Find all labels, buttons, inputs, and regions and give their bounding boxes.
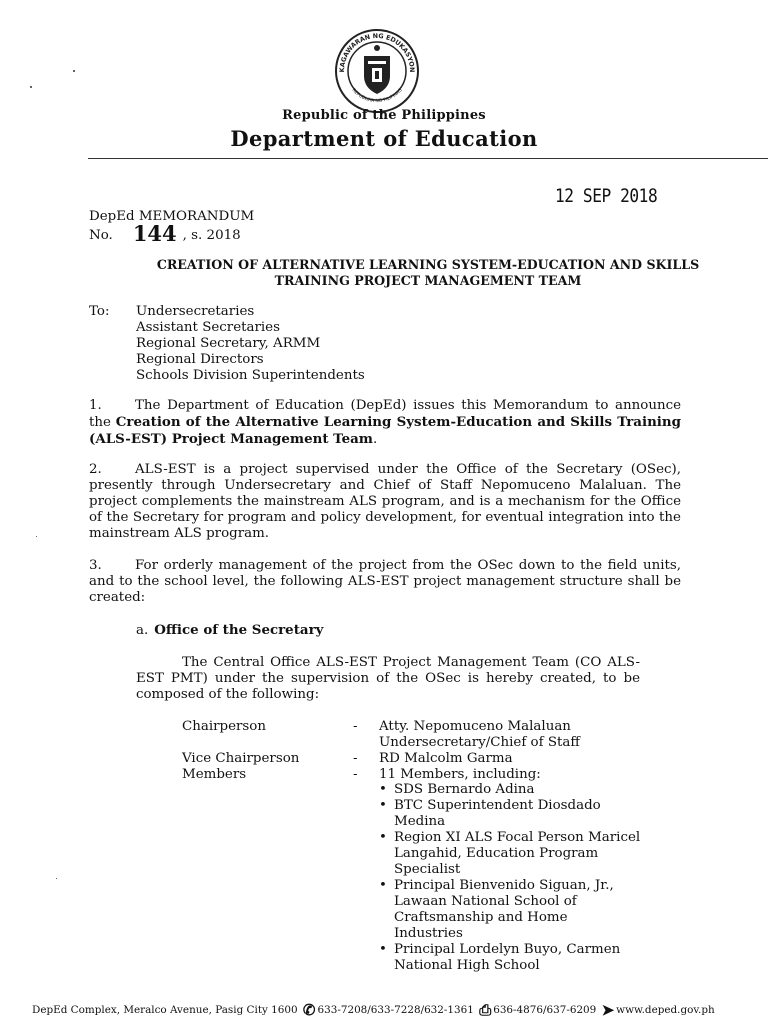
paragraph-line: The Central Office ALS-EST Project Management Team (CO ALS- bbox=[182, 655, 640, 670]
member-line: Industries bbox=[394, 926, 463, 941]
paragraph-number: 3. bbox=[89, 558, 102, 573]
member-line: Medina bbox=[394, 814, 446, 829]
recipient-list bbox=[136, 304, 365, 384]
memo-label: DepEd MEMORANDUM bbox=[89, 209, 255, 224]
paragraph-line: mainstream ALS program. bbox=[89, 526, 270, 541]
bullet-icon: • bbox=[379, 830, 387, 845]
member-line: Region XI ALS Focal Person Maricel bbox=[394, 830, 641, 845]
role-dash: - bbox=[353, 767, 358, 782]
scan-speck bbox=[73, 70, 75, 72]
department-heading: Department of Education bbox=[230, 126, 538, 151]
member-line: Langahid, Education Program bbox=[394, 846, 599, 861]
memo-number-line bbox=[89, 221, 241, 246]
memo-no-label: No. bbox=[89, 228, 113, 243]
scan-speck bbox=[56, 878, 57, 879]
paragraph-3 bbox=[89, 558, 681, 606]
paragraph-number: 1. bbox=[89, 398, 102, 413]
member-line: National High School bbox=[394, 958, 540, 973]
chairperson-name: Atty. Nepomuceno Malaluan bbox=[379, 719, 571, 734]
recipient: Regional Directors bbox=[136, 352, 264, 367]
paragraph-text: the bbox=[89, 415, 116, 430]
paragraph-bold-text: (ALS-EST) Project Management Team bbox=[89, 431, 373, 447]
paragraph-1 bbox=[89, 398, 681, 448]
paragraph-line: presently through Undersecretary and Chief of Staff Nepomuceno Malaluan. The bbox=[89, 478, 681, 493]
memo-title bbox=[88, 257, 768, 289]
member-line: Specialist bbox=[394, 862, 461, 877]
to-label: To: bbox=[89, 304, 110, 319]
web-icon: ➤ bbox=[601, 1001, 615, 1019]
role-chairperson: Chairperson bbox=[182, 719, 266, 734]
members-summary: 11 Members, including: bbox=[379, 767, 541, 782]
member-line: Lawaan National School of bbox=[394, 894, 577, 909]
seal-text-top: KAGAWARAN NG EDUKASYON bbox=[337, 31, 417, 73]
paragraph-line: ALS-EST is a project supervised under the Office of the Secretary (OSec), bbox=[135, 462, 681, 477]
section-letter: a. bbox=[136, 623, 149, 638]
paragraph-line: of the Secretary for program and policy development, for eventual integration into the bbox=[89, 510, 681, 525]
members-list bbox=[379, 782, 640, 974]
paragraph-text: . bbox=[372, 432, 378, 447]
phone-icon: ✆ bbox=[302, 1001, 316, 1019]
role-dash: - bbox=[353, 751, 358, 766]
footer-fax: 636-4876/637-6209 bbox=[493, 1004, 597, 1016]
bullet-icon: • bbox=[379, 782, 387, 797]
memo-title-line: CREATION OF ALTERNATIVE LEARNING SYSTEM-EDUCATION AND SKILLS bbox=[156, 257, 700, 272]
header-divider bbox=[88, 158, 768, 159]
bullet-icon: • bbox=[379, 798, 387, 813]
role-dash: - bbox=[353, 719, 358, 734]
member-line: Principal Bienvenido Siguan, Jr., bbox=[394, 878, 614, 893]
paragraph-number: 2. bbox=[89, 462, 102, 477]
republic-heading: Republic of the Philippines bbox=[282, 108, 486, 123]
fax-icon: ⎙ bbox=[479, 1001, 492, 1019]
member-item bbox=[379, 942, 640, 974]
member-line: Craftsmanship and Home bbox=[394, 910, 568, 925]
member-item bbox=[379, 830, 640, 878]
footer-website[interactable]: www.deped.gov.ph bbox=[616, 1004, 715, 1016]
bullet-icon: • bbox=[379, 878, 387, 893]
memo-series: , s. 2018 bbox=[182, 228, 241, 243]
member-item bbox=[379, 798, 640, 830]
member-item bbox=[379, 878, 640, 942]
section-a-heading bbox=[136, 622, 323, 639]
paragraph-central-office bbox=[136, 655, 640, 703]
member-line: Principal Lordelyn Buyo, Carmen bbox=[394, 942, 621, 957]
section-title: Office of the Secretary bbox=[154, 622, 324, 638]
memo-title-line: TRAINING PROJECT MANAGEMENT TEAM bbox=[274, 273, 582, 288]
deped-seal bbox=[334, 28, 420, 114]
footer bbox=[32, 1001, 768, 1019]
recipient: Assistant Secretaries bbox=[136, 320, 280, 335]
seal-text-bottom: REPUBLIKA NG PILIPINAS bbox=[350, 88, 404, 105]
paragraph-text: The Department of Education (DepEd) issues this Memorandum to announce bbox=[135, 398, 681, 413]
vice-chairperson-name: RD Malcolm Garma bbox=[379, 751, 513, 766]
memo-date: 12 SEP 2018 bbox=[555, 185, 658, 207]
role-vice-chairperson: Vice Chairperson bbox=[182, 751, 300, 766]
recipient: Schools Division Superintendents bbox=[136, 368, 365, 383]
footer-phones: 633-7208/633-7228/632-1361 bbox=[317, 1004, 474, 1016]
chairperson-details bbox=[379, 719, 580, 751]
scan-speck bbox=[30, 86, 32, 88]
paragraph-line: For orderly management of the project from the OSec down to the field units, bbox=[135, 558, 681, 573]
footer-address: DepEd Complex, Meralco Avenue, Pasig City 1600 bbox=[32, 1004, 298, 1016]
paragraph-bold-text: Creation of the Alternative Learning System-Education and Skills Training bbox=[115, 414, 681, 430]
member-item bbox=[379, 782, 640, 798]
recipient: Undersecretaries bbox=[136, 304, 255, 319]
chairperson-title: Undersecretary/Chief of Staff bbox=[379, 735, 580, 750]
paragraph-line: created: bbox=[89, 590, 146, 605]
bullet-icon: • bbox=[379, 942, 387, 957]
member-line: BTC Superintendent Diosdado bbox=[394, 798, 601, 813]
paragraph-line: project complements the mainstream ALS program, and is a mechanism for the Office bbox=[89, 494, 681, 509]
paragraph-line: EST PMT) under the supervision of the OSec is hereby created, to be bbox=[136, 671, 640, 686]
role-members: Members bbox=[182, 767, 247, 782]
paragraph-2 bbox=[89, 462, 681, 542]
member-line: SDS Bernardo Adina bbox=[394, 782, 535, 797]
memo-number: 144 bbox=[132, 221, 177, 246]
paragraph-line: and to the school level, the following ALS-EST project management structure shall be bbox=[89, 574, 681, 589]
paragraph-line: composed of the following: bbox=[136, 687, 320, 702]
recipient: Regional Secretary, ARMM bbox=[136, 336, 321, 351]
scan-speck bbox=[36, 536, 37, 537]
